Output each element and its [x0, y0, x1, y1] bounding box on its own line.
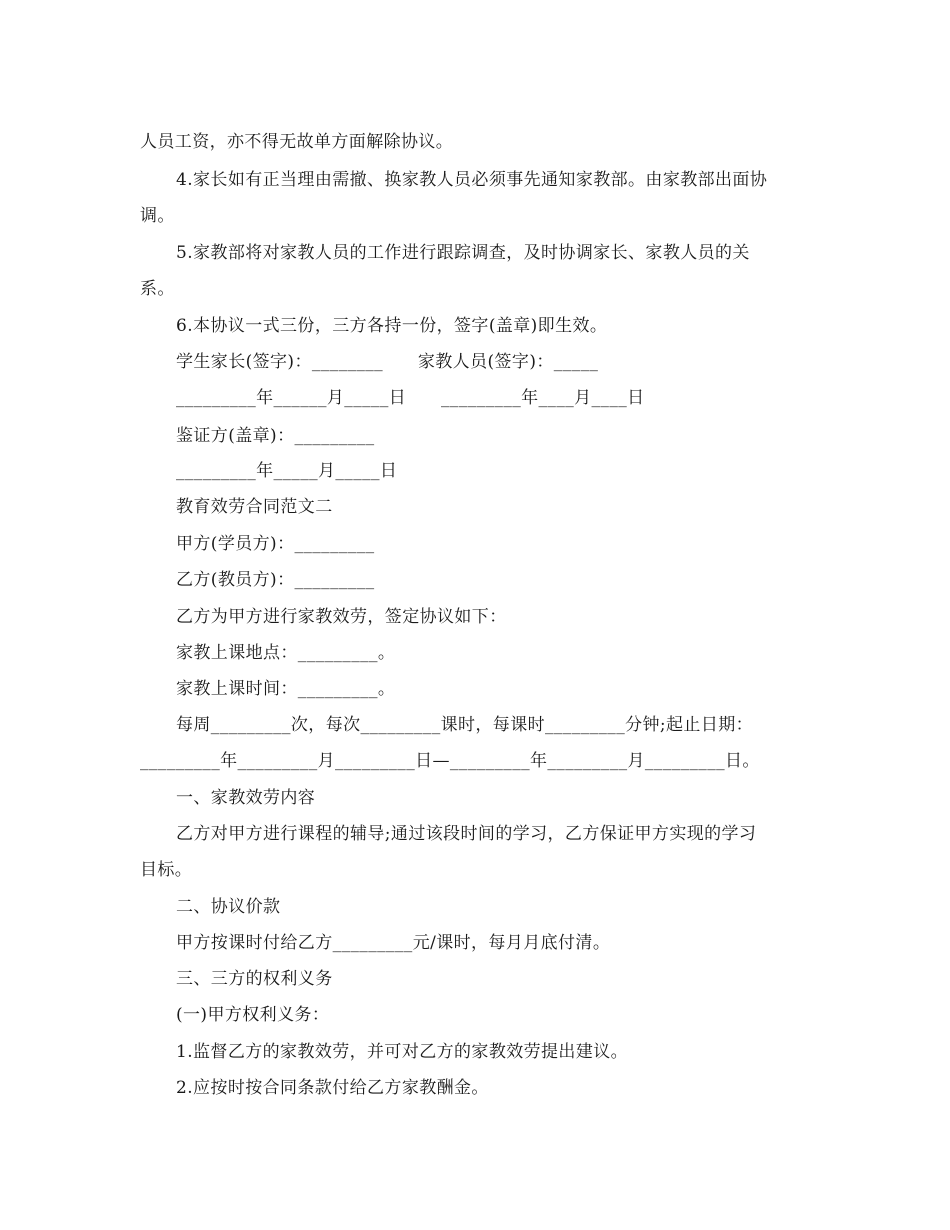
- section-1-continuation: 目标。: [140, 860, 193, 880]
- location-line: 家教上课地点：_________。: [176, 643, 396, 663]
- subsection-heading: (一)甲方权利义务：: [176, 1005, 330, 1025]
- signature-line: 学生家长(签字)：________ 家教人员(签字)：_____: [176, 352, 599, 372]
- section-heading: 教育效劳合同范文二: [176, 497, 333, 517]
- section-3-heading: 三、三方的权利义务: [176, 969, 333, 989]
- period-line: _________年_________月_________日—_________年_________月_________日。: [140, 751, 760, 771]
- section-2-heading: 二、协议价款: [176, 897, 281, 917]
- clause-4-line: 4.家长如有正当理由需撤、换家教人员必须事先通知家教部。由家教部出面协: [176, 170, 768, 190]
- clause-4-continuation: 调。: [140, 206, 175, 226]
- clause-6-line: 6.本协议一式三份，三方各持一份，签字(盖章)即生效。: [176, 316, 608, 336]
- party-a-line: 甲方(学员方)：_________: [176, 534, 375, 554]
- section-1-body: 乙方对甲方进行课程的辅导;通过该段时间的学习，乙方保证甲方实现的学习: [176, 824, 757, 844]
- party-b-line: 乙方(教员方)：_________: [176, 570, 375, 590]
- date-line: _________年______月_____日 _________年____月____日: [176, 388, 645, 408]
- item-1-line: 1.监督乙方的家教效劳，并可对乙方的家教效劳提出建议。: [176, 1042, 629, 1062]
- section-2-body: 甲方按课时付给乙方_________元/课时，每月月底付清。: [176, 933, 611, 953]
- clause-5-continuation: 系。: [140, 279, 175, 299]
- agreement-intro: 乙方为甲方进行家教效劳，签定协议如下：: [176, 607, 507, 627]
- body-text-line: 人员工资，亦不得无故单方面解除协议。: [140, 132, 454, 152]
- verifier-date-line: _________年_____月_____日: [176, 461, 398, 481]
- time-line: 家教上课时间：_________。: [176, 679, 396, 699]
- verifier-line: 鉴证方(盖章)：_________: [176, 426, 375, 446]
- item-2-line: 2.应按时按合同条款付给乙方家教酬金。: [176, 1078, 489, 1098]
- clause-5-line: 5.家教部将对家教人员的工作进行跟踪调查，及时协调家长、家教人员的关: [176, 243, 750, 263]
- section-1-heading: 一、家教效劳内容: [176, 788, 316, 808]
- schedule-line: 每周_________次，每次_________课时，每课时_________分钟;起止日期：: [176, 715, 754, 735]
